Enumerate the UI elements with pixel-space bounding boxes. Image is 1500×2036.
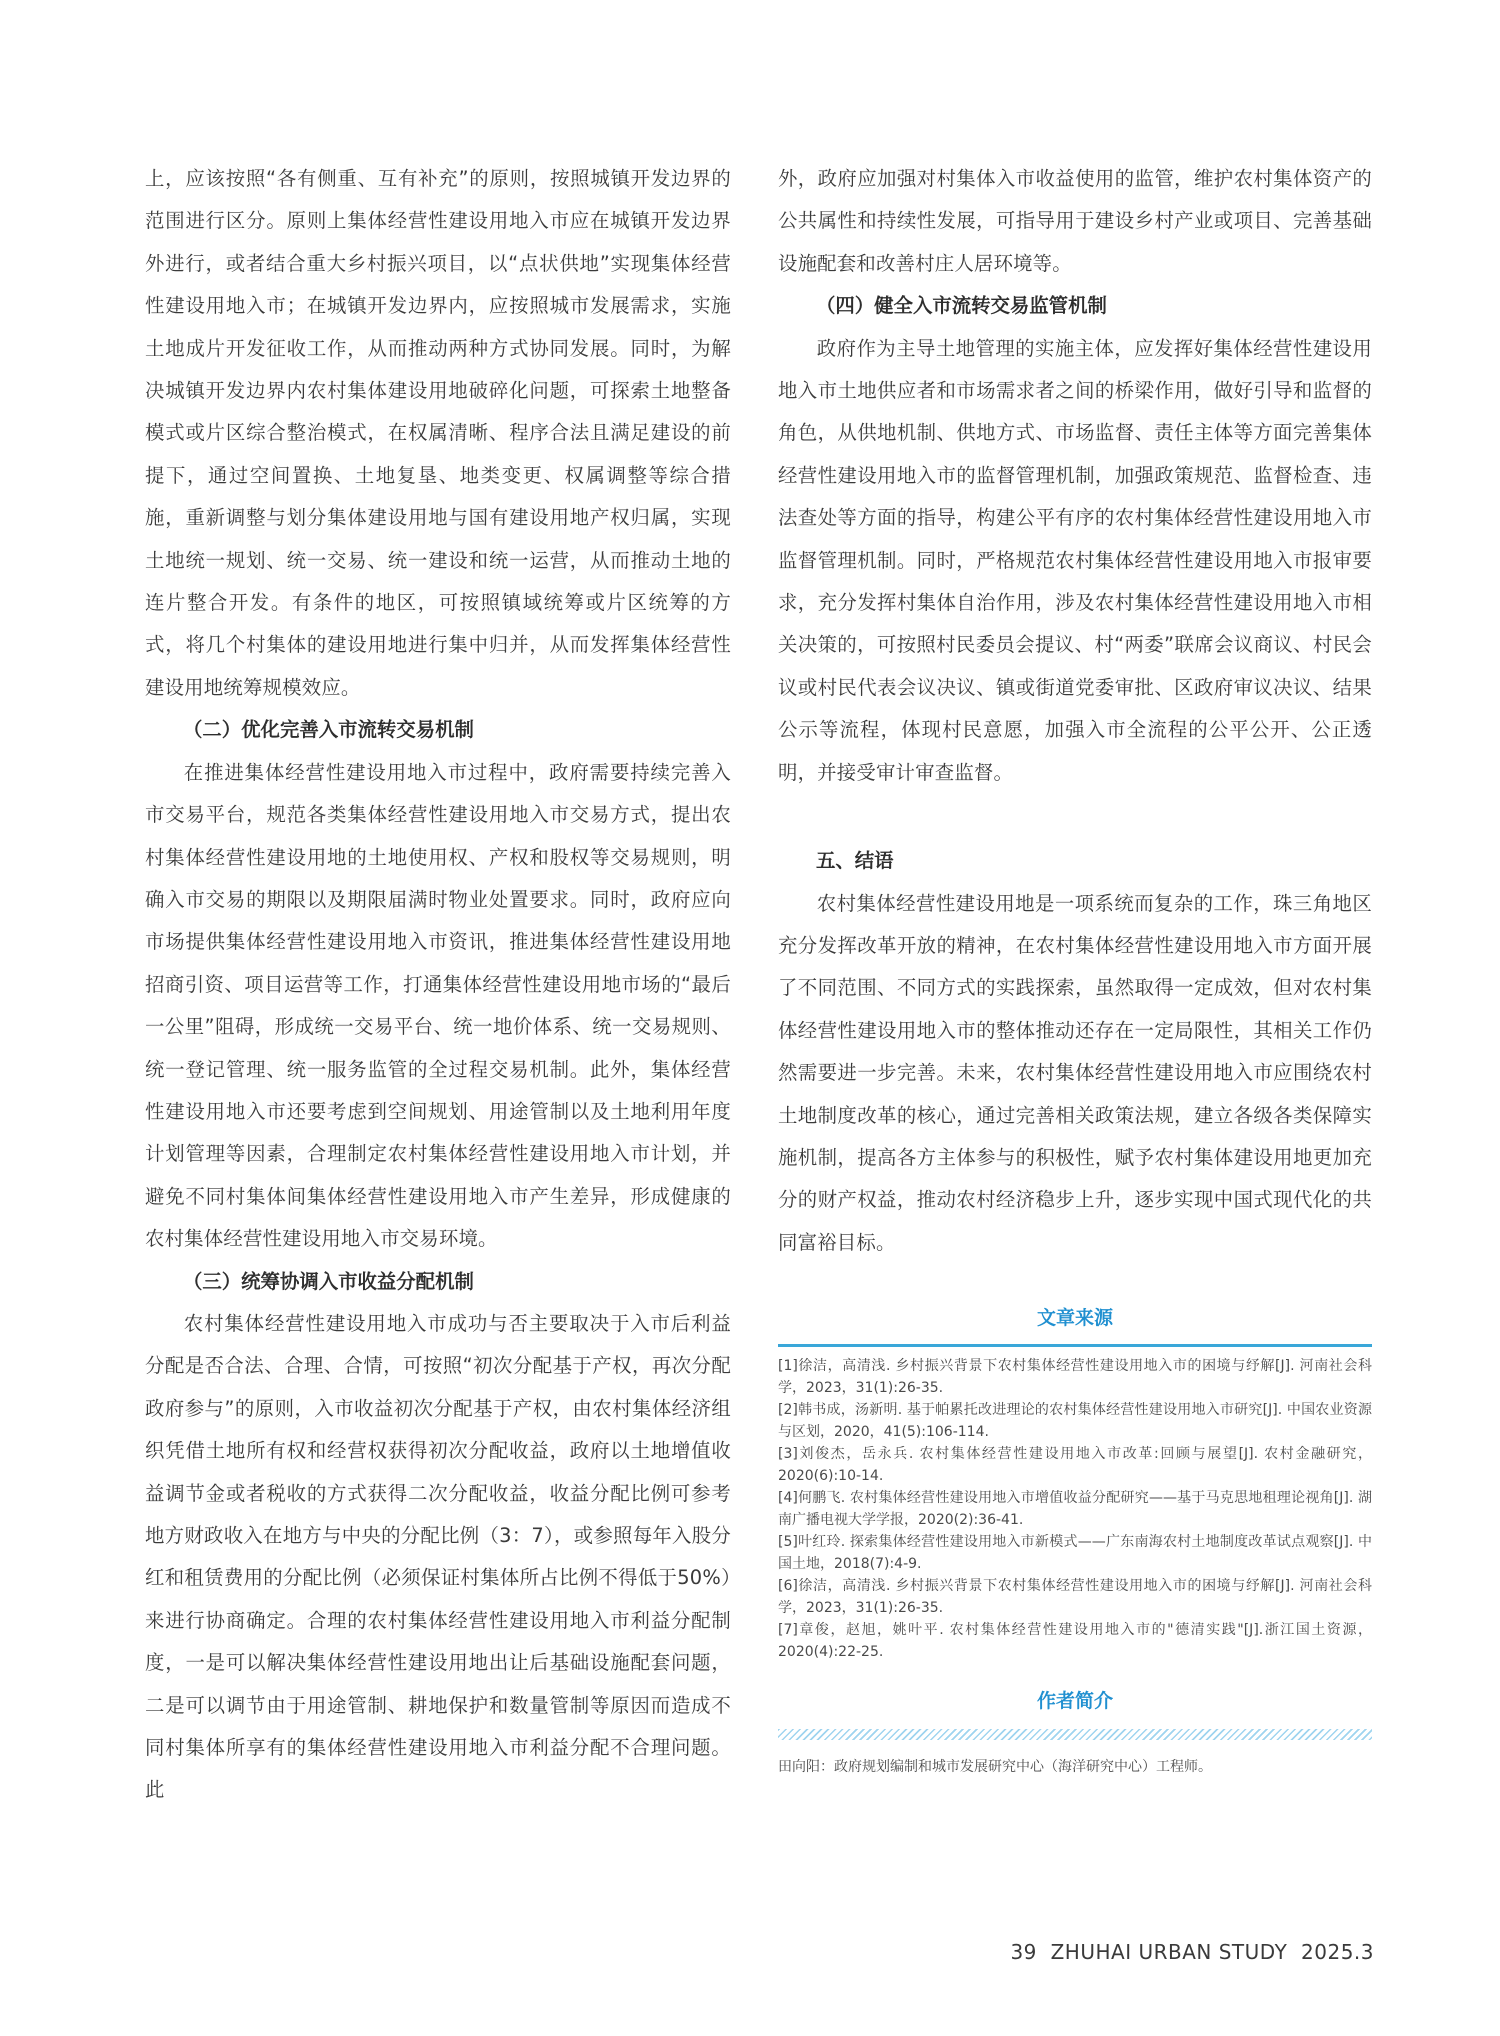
- sources-title: 文章来源: [1036, 1307, 1113, 1330]
- paragraph-revenue-distribution: 农村集体经营性建设用地入市成功与否主要取决于入市后利益分配是否合法、合理、合情，可按照“初次分配基于产权，再次分配政府参与”的原则，入市收益初次分配基于产权，由农村集体经济组织凭借土地所有权和经营权获得初次分配收益，政府以土地增值收益调节金或者税收的方式获得二次分配收益，收益分配比例可参考地方财政收入在地方与中央的分配比例（3：7），或参照每年入股分红和租赁费用的分配比例（必须保证村集体所占比例不得低于50%）来进行协商确定。合理的农村集体经营性建设用地入市利益分配制度，一是可以解决集体经营性建设用地出让后基础设施配套问题，二是可以调节由于用途管制、耕地保护和数量管制等原因而造成不同村集体所享有的集体经营性建设用地入市利益分配不合理问题。此: [145, 1311, 731, 1802]
- heading-conclusion: 五、结语: [816, 849, 894, 873]
- reference-item: [6]徐洁，高清浅. 乡村振兴背景下农村集体经营性建设用地入市的困境与纾解[J]. 河南社会科学，2023，31(1):26-35.: [778, 1578, 1372, 1617]
- author-hatched-divider: [778, 1729, 1372, 1740]
- author-box: [778, 1687, 1372, 1778]
- left-column: [145, 158, 731, 1812]
- author-title: 作者简介: [1036, 1690, 1113, 1713]
- issue-number: 2025.3: [1301, 1940, 1374, 1964]
- page-footer: [1010, 1940, 1374, 1964]
- paragraph-land-boundary: 上，应该按照“各有侧重、互有补充”的原则，按照城镇开发边界的范围进行区分。原则上集体经营性建设用地入市应在城镇开发边界外进行，或者结合重大乡村振兴项目，以“点状供地”实现集体经营性建设用地入市；在城镇开发边界内，应按照城市发展需求，实施土地成片开发征收工作，从而推动两种方式协同发展。同时，为解决城镇开发边界内农村集体建设用地破碎化问题，可探索土地整备模式或片区综合整治模式，在权属清晰、程序合法且满足建设的前提下，通过空间置换、土地复垦、地类变更、权属调整等综合措施，重新调整与划分集体建设用地与国有建设用地产权归属，实现土地统一规划、统一交易、统一建设和统一运营，从而推动土地的连片整合开发。有条件的地区，可按照镇域统筹或片区统筹的方式，将几个村集体的建设用地进行集中归并，从而发挥集体经营性建设用地统筹规模效应。: [145, 167, 731, 699]
- paragraph-revenue-supervision: 外，政府应加强对村集体入市收益使用的监管，维护农村集体资产的公共属性和持续性发展，可指导用于建设乡村产业或项目、完善基础设施配套和改善村庄人居环境等。: [778, 167, 1372, 275]
- heading-supervision-mechanism: （四）健全入市流转交易监管机制: [816, 294, 1107, 318]
- journal-name: ZHUHAI URBAN STUDY: [1050, 1940, 1288, 1964]
- paragraph-transaction-mechanism: 在推进集体经营性建设用地入市过程中，政府需要持续完善入市交易平台，规范各类集体经营性建设用地入市交易方式，提出农村集体经营性建设用地的土地使用权、产权和股权等交易规则，明确入市交易的期限以及期限届满时物业处置要求。同时，政府应向市场提供集体经营性建设用地入市资讯，推进集体经营性建设用地招商引资、项目运营等工作，打通集体经营性建设用地市场的“最后一公里”阻碍，形成统一交易平台、统一地价体系、统一交易规则、统一登记管理、统一服务监管的全过程交易机制。此外，集体经营性建设用地入市还要考虑到空间规划、用途管制以及土地利用年度计划管理等因素，合理制定农村集体经营性建设用地入市计划，并避免不同村集体间集体经营性建设用地入市产生差异，形成健康的农村集体经营性建设用地入市交易环境。: [145, 760, 731, 1251]
- reference-item: [5]叶红玲. 探索集体经营性建设用地入市新模式——广东南海农村土地制度改革试点观察[J]. 中国土地，2018(7):4-9.: [778, 1534, 1372, 1573]
- reference-item: [4]何鹏飞. 农村集体经营性建设用地入市增值收益分配研究——基于马克思地租理论视角[J]. 湖南广播电视大学学报，2020(2):36-41.: [778, 1490, 1372, 1529]
- paragraph-conclusion: 农村集体经营性建设用地是一项系统而复杂的工作，珠三角地区充分发挥改革开放的精神，在农村集体经营性建设用地入市方面开展了不同范围、不同方式的实践探索，虽然取得一定成效，但对农村集体经营性建设用地入市的整体推动还存在一定局限性，其相关工作仍然需要进一步完善。未来，农村集体经营性建设用地入市应围绕农村土地制度改革的核心，通过完善相关政策法规，建立各级各类保障实施机制，提高各方主体参与的积极性，赋予农村集体建设用地更加充分的财产权益，推动农村经济稳步上升，逐步实现中国式现代化的共同富裕目标。: [778, 891, 1372, 1254]
- reference-item: [3]刘俊杰，岳永兵. 农村集体经营性建设用地入市改革:回顾与展望[J]. 农村金融研究，2020(6):10-14.: [778, 1446, 1372, 1485]
- reference-item: [2]韩书成，汤新明. 基于帕累托改进理论的农村集体经营性建设用地入市研究[J]. 中国农业资源与区划，2020，41(5):106-114.: [778, 1402, 1372, 1441]
- reference-item: [7]章俊，赵旭，姚叶平. 农村集体经营性建设用地入市的"德清实践"[J].浙江国土资源，2020(4):22-25.: [778, 1622, 1372, 1661]
- page-number: 39: [1010, 1940, 1037, 1964]
- sources-box: [778, 1304, 1372, 1663]
- heading-transaction-mechanism: （二）优化完善入市流转交易机制: [183, 718, 474, 742]
- paragraph-supervision-mechanism: 政府作为主导土地管理的实施主体，应发挥好集体经营性建设用地入市土地供应者和市场需求者之间的桥梁作用，做好引导和监督的角色，从供地机制、供地方式、市场监督、责任主体等方面完善集体经营性建设用地入市的监督管理机制，加强政策规范、监督检查、违法查处等方面的指导，构建公平有序的农村集体经营性建设用地入市监督管理机制。同时，严格规范农村集体经营性建设用地入市报审要求，充分发挥村集体自治作用，涉及农村集体经营性建设用地入市相关决策的，可按照村民委员会提议、村“两委”联席会议商议、村民会议或村民代表会议决议、镇或街道党委审批、区政府审议决议、结果公示等流程，体现村民意愿，加强入市全流程的公平公开、公正透明，并接受审计审查监督。: [778, 336, 1372, 784]
- right-column: [778, 158, 1372, 1778]
- reference-item: [1]徐洁，高清浅. 乡村振兴背景下农村集体经营性建设用地入市的困境与纾解[J]. 河南社会科学，2023，31(1):26-35.: [778, 1358, 1372, 1397]
- section-gap: [778, 794, 1372, 840]
- author-bio: 田向阳：政府规划编制和城市发展研究中心（海洋研究中心）工程师。: [778, 1759, 1212, 1776]
- sources-divider: [778, 1344, 1372, 1347]
- heading-revenue-distribution: （三）统筹协调入市收益分配机制: [183, 1269, 474, 1293]
